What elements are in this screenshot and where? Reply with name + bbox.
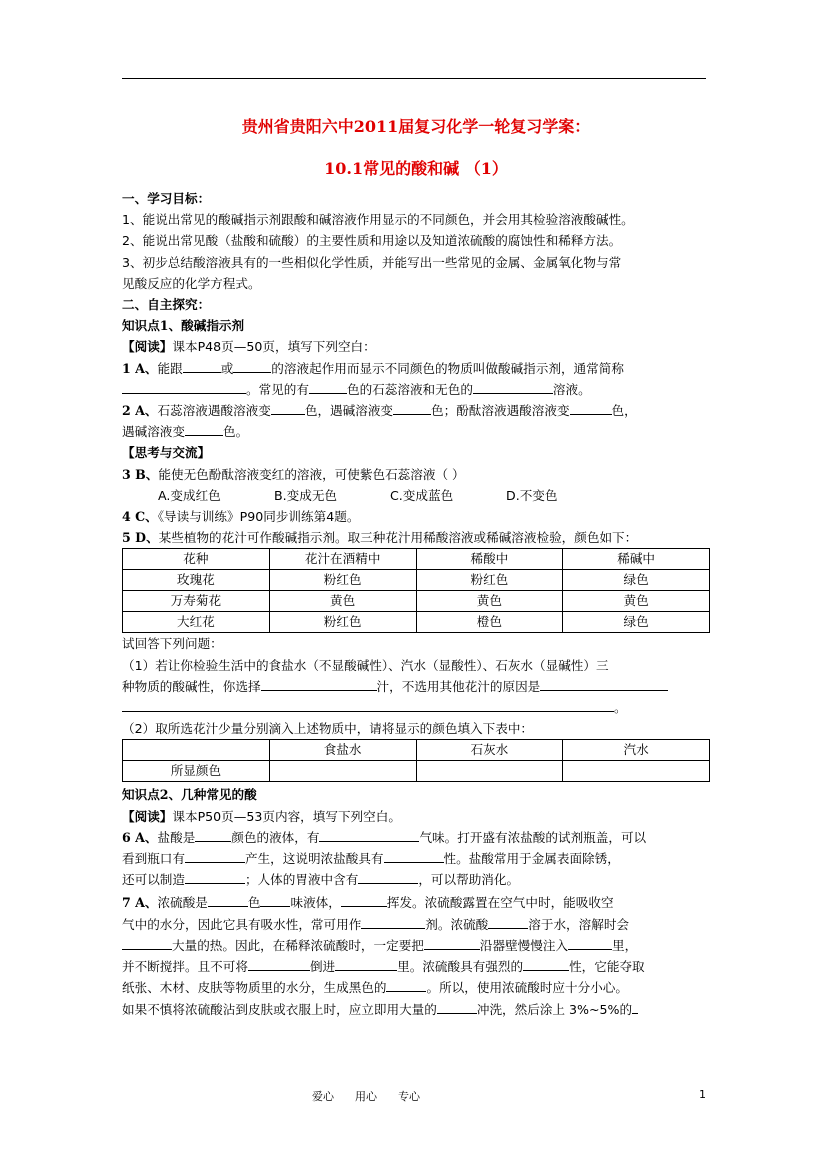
blank[interactable] xyxy=(540,676,668,691)
table-cell: 万寿菊花 xyxy=(123,591,270,612)
table-header: 稀碱中 xyxy=(563,549,710,570)
blank[interactable] xyxy=(185,848,245,863)
table-cell: 黄色 xyxy=(269,591,416,612)
question-2-cont: 遇碱溶液变 色。 xyxy=(122,421,710,442)
question-2: 2 A、石蕊溶液遇酸溶液变 色，遇碱溶液变 色；酚酞溶液遇酸溶液变 色， xyxy=(122,400,710,421)
question-1-cont: 。常见的有 色的石蕊溶液和无色的 溶液。 xyxy=(122,379,710,400)
blank[interactable] xyxy=(319,827,419,842)
table-header: 石灰水 xyxy=(416,740,563,761)
goal-line: 见酸反应的化学方程式。 xyxy=(122,275,261,291)
flower-indicator-table xyxy=(122,548,710,633)
question-3-options xyxy=(122,485,710,506)
option-c[interactable]: C.变成蓝色 xyxy=(390,487,454,503)
header-rule xyxy=(122,78,706,79)
answer-cell[interactable] xyxy=(416,761,563,782)
blank[interactable] xyxy=(122,935,172,950)
table-header-row xyxy=(123,549,710,570)
table-header: 汽水 xyxy=(563,740,710,761)
blank[interactable] xyxy=(122,697,614,712)
question-7-cont: 如果不慎将浓硫酸沾到皮肤或衣服上时，应立即用大量的 冲洗，然后涂上 3%~5%的 xyxy=(122,999,710,1020)
table-cell: 所显颜色 xyxy=(123,761,270,782)
blank[interactable] xyxy=(570,400,612,415)
document-subtitle: 10.1常见的酸和碱 （1） xyxy=(324,159,508,178)
table-cell: 绿色 xyxy=(563,570,710,591)
table-header: 花种 xyxy=(123,549,270,570)
blank[interactable] xyxy=(335,956,397,971)
table-header: 食盐水 xyxy=(269,740,416,761)
table-cell: 黄色 xyxy=(563,591,710,612)
answer-question-1: （1）若让你检验生活中的食盐水（不显酸碱性）、汽水（显酸性）、石灰水（显碱性）三 xyxy=(122,657,609,673)
section-heading-explore: 二、自主探究： xyxy=(122,297,211,313)
reading-instruction: 【阅读】课本P50页—53页内容，填写下列空白。 xyxy=(122,808,401,824)
reading-instruction: 【阅读】课本P48页—50页，填写下列空白： xyxy=(122,339,376,355)
blank[interactable] xyxy=(248,956,310,971)
question-7-cont: 大量的热。因此，在稀释浓硫酸时，一定要把 沿器壁慢慢注入 里， xyxy=(122,935,710,956)
document-body xyxy=(122,188,710,1020)
blank[interactable] xyxy=(185,869,245,884)
question-7-cont: 气中的水分，因此它具有吸水性，常可用作 剂。浓硫酸 溶于水，溶解时会 xyxy=(122,914,710,935)
question-6-cont: 看到瓶口有 产生，这说明浓盐酸具有 性。盐酸常用于金属表面除锈， xyxy=(122,848,710,869)
page-number: 1 xyxy=(699,1088,706,1101)
blank[interactable] xyxy=(260,892,290,907)
goal-line: 3、初步总结酸溶液具有的一些相似化学性质，并能写出一些常见的金属、金属氧化物与常 xyxy=(122,254,622,270)
reading-tag: 【阅读】 xyxy=(122,339,173,355)
table-row xyxy=(123,570,710,591)
section-heading-goals: 一、学习目标： xyxy=(122,191,211,206)
blank[interactable] xyxy=(309,379,347,394)
answer-question-2: （2）取所选花汁少量分别滴入上述物质中，请将显示的颜色填入下表中： xyxy=(122,721,534,737)
answer-question-1-cont: 种物质的酸碱性，你选择 汁，不选用其他花汁的原因是 xyxy=(122,676,710,697)
answer-cell[interactable] xyxy=(563,761,710,782)
question-7-cont: 并不断搅拌。且不可将 倒进 里。浓硫酸具有强烈的 性，它能夺取 xyxy=(122,956,710,977)
goal-line: 2、能说出常见酸（盐酸和硫酸）的主要性质和用途以及知道浓硫酸的腐蚀性和稀释方法。 xyxy=(122,233,622,249)
blank[interactable] xyxy=(424,935,480,950)
blank[interactable] xyxy=(488,914,528,929)
blank[interactable] xyxy=(233,358,271,373)
blank[interactable] xyxy=(271,400,305,415)
blank[interactable] xyxy=(122,379,246,394)
table-row xyxy=(123,612,710,633)
table-header: 稀酸中 xyxy=(416,549,563,570)
blank[interactable] xyxy=(261,676,377,691)
table-header xyxy=(123,740,270,761)
blank[interactable] xyxy=(384,848,444,863)
reading-tag: 【阅读】 xyxy=(122,808,173,824)
option-b[interactable]: B.变成无色 xyxy=(274,487,338,503)
blank[interactable] xyxy=(393,400,431,415)
table-cell: 橙色 xyxy=(416,612,563,633)
question-4: 4 C、《导读与训练》P90同步训练第4题。 xyxy=(122,509,360,525)
question-1: 1 A、能跟 或 的溶液起作用而显示不同颜色的物质叫做酸碱指示剂，通常简称 xyxy=(122,358,710,379)
answer-question-1-cont: 。 xyxy=(122,697,710,718)
blank[interactable] xyxy=(437,999,477,1014)
table-header: 花汁在酒精中 xyxy=(269,549,416,570)
blank[interactable] xyxy=(523,956,569,971)
table-cell: 粉红色 xyxy=(416,570,563,591)
blank[interactable] xyxy=(361,914,425,929)
answer-intro: 试回答下列问题： xyxy=(122,636,223,652)
question-6-cont: 还可以制造 ；人体的胃液中含有 ，可以帮助消化。 xyxy=(122,869,710,890)
question-7-cont: 纸张、木材、皮肤等物质里的水分，生成黑色的 。所以，使用浓硫酸时应十分小心。 xyxy=(122,977,710,998)
think-heading: 【思考与交流】 xyxy=(122,445,211,461)
blank[interactable] xyxy=(473,379,553,394)
color-result-table xyxy=(122,739,710,782)
question-7: 7 A、浓硫酸是 色 味液体， 挥发。浓硫酸露置在空气中时，能吸收空 xyxy=(122,892,710,913)
blank[interactable] xyxy=(386,977,426,992)
table-header-row xyxy=(123,740,710,761)
blank[interactable] xyxy=(632,999,638,1014)
question-5: 5 D、某些植物的花汁可作酸碱指示剂。取三种花汁用稀酸溶液或稀碱溶液检验，颜色如下： xyxy=(122,530,638,546)
table-row xyxy=(123,591,710,612)
table-cell: 黄色 xyxy=(416,591,563,612)
blank[interactable] xyxy=(568,935,612,950)
option-d[interactable]: D.不变色 xyxy=(506,487,558,503)
blank[interactable] xyxy=(185,421,223,436)
blank[interactable] xyxy=(195,827,231,842)
footer-motto: 爱心 用心 专心 xyxy=(312,1090,420,1103)
question-3: 3 B、能使无色酚酞溶液变红的溶液，可使紫色石蕊溶液（ ） xyxy=(122,466,465,482)
knowledge-point-2-heading: 知识点2、几种常见的酸 xyxy=(122,787,257,803)
table-cell: 粉红色 xyxy=(269,612,416,633)
table-row xyxy=(123,761,710,782)
goal-line: 1、能说出常见的酸碱指示剂跟酸和碱溶液作用显示的不同颜色，并会用其检验溶液酸碱性。 xyxy=(122,212,634,228)
document-title: 贵州省贵阳六中2011届复习化学一轮复习学案： xyxy=(241,117,591,136)
blank[interactable] xyxy=(183,358,221,373)
answer-cell[interactable] xyxy=(269,761,416,782)
blank[interactable] xyxy=(208,892,248,907)
blank[interactable] xyxy=(358,869,418,884)
table-cell: 绿色 xyxy=(563,612,710,633)
blank[interactable] xyxy=(341,892,387,907)
table-cell: 大红花 xyxy=(123,612,270,633)
knowledge-point-1-heading: 知识点1、酸碱指示剂 xyxy=(122,318,245,334)
table-cell: 玫瑰花 xyxy=(123,570,270,591)
option-a[interactable]: A.变成红色 xyxy=(158,487,221,503)
table-cell: 粉红色 xyxy=(269,570,416,591)
question-6: 6 A、盐酸是 颜色的液体，有 气味。打开盛有浓盐酸的试剂瓶盖，可以 xyxy=(122,827,710,848)
